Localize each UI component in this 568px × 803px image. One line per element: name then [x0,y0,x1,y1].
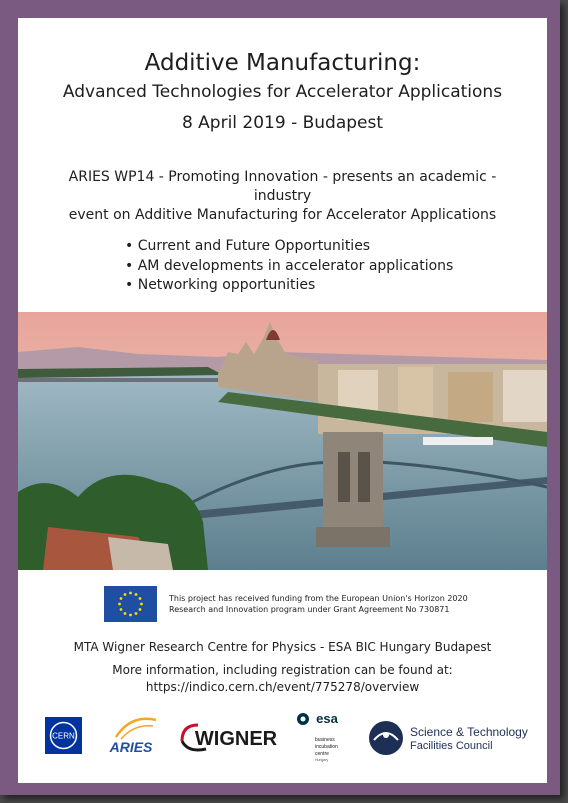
topic-list [125,237,453,296]
event-date-location: 8 April 2019 - Budapest [181,113,384,133]
eu-flag-icon [104,586,157,622]
esa-sub-3: centre [315,751,329,757]
intro-text [38,168,527,225]
topic-item: • Networking opportunities [125,276,453,296]
organizers: MTA Wigner Research Centre for Physics - ESA BIC Hungary Budapest [73,640,492,654]
topic-item: • Current and Future Opportunities [125,237,453,257]
funding-line-1: This project has received funding from the European Union's Horizon 2020 [169,594,468,603]
esa-sub-2: incubation [315,744,338,750]
esa-sub-4: Hungary [315,758,329,762]
budapest-photo [18,312,547,570]
wigner-logo-icon [178,719,278,753]
cern-logo-text: CERN [52,731,75,741]
esa-bic-logo-icon [293,710,353,772]
esa-sub-1: business [315,737,335,743]
intro-line-1: ARIES WP14 - Promoting Innovation - presents an academic - industry [68,169,497,204]
topic-item: • AM developments in accelerator applications [125,257,453,277]
funding-statement [169,593,468,615]
aries-logo-text: ARIES [109,739,153,755]
intro-line-2: event on Additive Manufacturing for Accelerator Applications [68,207,497,223]
funding-line-2: Research and Innovation program under Grant Agreement No 730871 [169,605,450,614]
poster-subtitle: Advanced Technologies for Accelerator Applications [62,82,503,102]
wigner-logo-text: WIGNER [194,728,278,750]
event-url-link[interactable]: https://indico.cern.ch/event/775278/overview [145,680,420,694]
more-info-text: More information, including registration can be found at: [112,663,453,677]
esa-logo-text: esa [316,711,338,726]
stfc-line-1: Science & Technology [410,725,528,739]
stfc-line-2: Facilities Council [410,740,493,752]
aries-logo-icon [101,712,161,757]
cern-logo-icon [45,717,82,754]
poster-page [18,18,547,783]
stfc-logo-icon [368,718,538,758]
poster-title: Additive Manufacturing: [144,50,421,76]
